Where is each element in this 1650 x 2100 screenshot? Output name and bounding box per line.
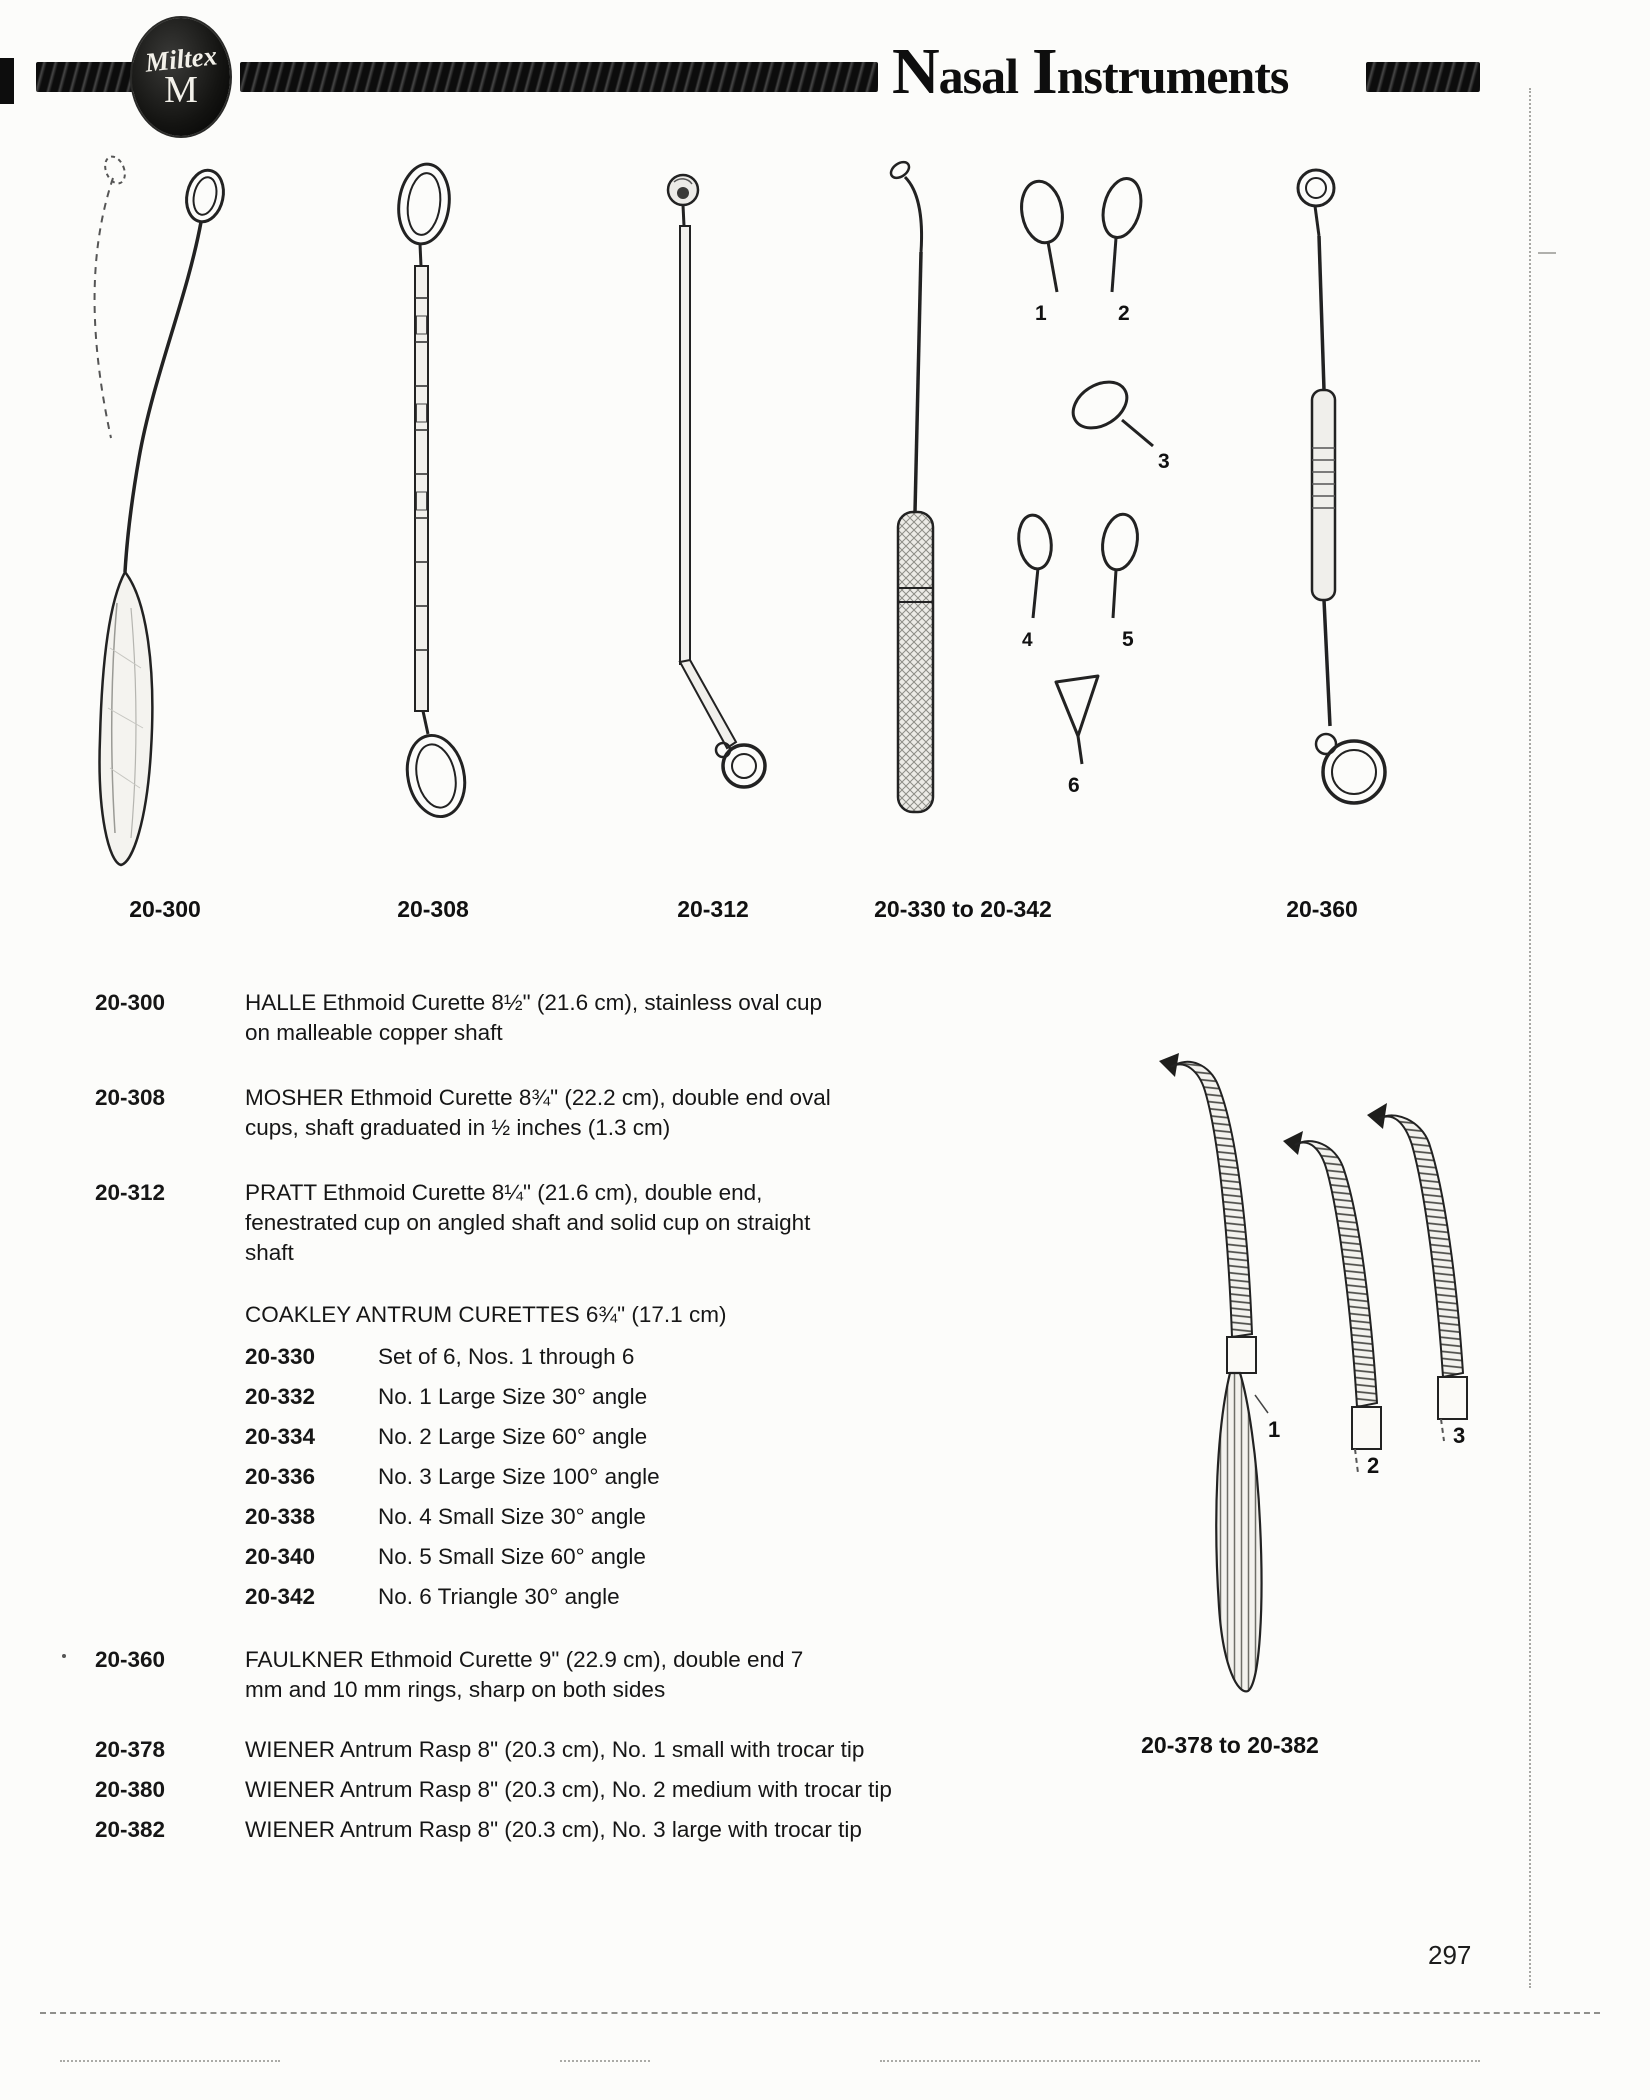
scan-artifact-dots-1 bbox=[60, 2060, 280, 2062]
wiener-rasps-illustration bbox=[1105, 1045, 1545, 1710]
catalog-code: 20-382 bbox=[95, 1817, 166, 1842]
catalog-code: 20-332 bbox=[245, 1384, 316, 1409]
catalog-code: 20-342 bbox=[245, 1584, 316, 1609]
catalog-code: 20-330 bbox=[245, 1344, 316, 1369]
catalog-code: 20-300 bbox=[95, 990, 166, 1015]
halle-curette-illustration bbox=[55, 148, 275, 878]
rasp-label-2: 2 bbox=[1367, 1453, 1380, 1478]
coakley-tip-label-2: 2 bbox=[1118, 302, 1130, 325]
scan-artifact-dots-2 bbox=[560, 2060, 650, 2062]
catalog-desc: No. 2 Large Size 60° angle bbox=[378, 1424, 648, 1449]
catalog-desc: No. 3 Large Size 100° angle bbox=[378, 1464, 660, 1489]
catalog-code: 20-338 bbox=[245, 1504, 316, 1529]
pratt-curette-illustration bbox=[630, 148, 800, 868]
faulkner-curette-illustration bbox=[1240, 148, 1410, 868]
figure-caption-20-378-382: 20-378 to 20-382 bbox=[1141, 1732, 1319, 1758]
catalog-code: 20-380 bbox=[95, 1777, 166, 1802]
coakley-set-illustration bbox=[870, 150, 1210, 870]
rasp-label-1: 1 bbox=[1268, 1417, 1281, 1442]
catalog-desc: PRATT Ethmoid Curette 8¼" (21.6 cm), double end, fenestrated cup on angled shaft and solid cup on straight shaft bbox=[245, 1180, 811, 1265]
catalog-desc: No. 1 Large Size 30° angle bbox=[378, 1384, 648, 1409]
page-title-word-1: Nasal bbox=[892, 35, 1019, 108]
figure-halle-curette bbox=[55, 148, 275, 878]
catalog-code: 20-378 bbox=[95, 1737, 166, 1762]
figure-caption-20-300: 20-300 bbox=[129, 896, 201, 922]
catalog-desc: WIENER Antrum Rasp 8" (20.3 cm), No. 3 large with trocar tip bbox=[245, 1817, 862, 1842]
figure-mosher-curette bbox=[360, 146, 510, 876]
figure-wiener-rasps bbox=[1105, 1045, 1545, 1710]
catalog-desc: No. 6 Triangle 30° angle bbox=[378, 1584, 620, 1609]
coakley-group-header: COAKLEY ANTRUM CURETTES 6¾" (17.1 cm) bbox=[245, 1302, 727, 1327]
figure-pratt-curette bbox=[630, 148, 800, 868]
catalog-desc: No. 4 Small Size 30° angle bbox=[378, 1504, 646, 1529]
coakley-tip-label-6: 6 bbox=[1068, 774, 1080, 797]
header-bar-right bbox=[1366, 62, 1480, 92]
catalog-code: 20-334 bbox=[245, 1424, 316, 1449]
miltex-logo bbox=[132, 18, 230, 136]
catalog-code: 20-312 bbox=[95, 1180, 166, 1205]
catalog-desc: HALLE Ethmoid Curette 8½" (21.6 cm), stainless oval cup on malleable copper shaft bbox=[245, 990, 823, 1045]
catalog-desc: WIENER Antrum Rasp 8" (20.3 cm), No. 1 small with trocar tip bbox=[245, 1737, 865, 1762]
scan-artifact-edge bbox=[0, 58, 14, 104]
catalog-desc: MOSHER Ethmoid Curette 8¾" (22.2 cm), double end oval cups, shaft graduated in ½ inches (1.3 cm) bbox=[245, 1085, 831, 1140]
figure-coakley-set bbox=[870, 150, 1210, 870]
header-bar-left bbox=[36, 62, 134, 92]
figure-caption-20-360: 20-360 bbox=[1286, 896, 1358, 922]
catalog-desc: No. 5 Small Size 60° angle bbox=[378, 1544, 646, 1569]
catalog-desc: WIENER Antrum Rasp 8" (20.3 cm), No. 2 medium with trocar tip bbox=[245, 1777, 892, 1802]
figure-faulkner-curette bbox=[1240, 148, 1410, 868]
coakley-tip-label-5: 5 bbox=[1122, 628, 1134, 651]
catalog-desc: Set of 6, Nos. 1 through 6 bbox=[378, 1344, 635, 1369]
catalog-code: 20-336 bbox=[245, 1464, 316, 1489]
catalog-desc: FAULKNER Ethmoid Curette 9" (22.9 cm), double end 7 mm and 10 mm rings, sharp on both sides bbox=[245, 1647, 804, 1702]
figure-caption-20-330-342: 20-330 to 20-342 bbox=[874, 896, 1052, 922]
scan-artifact-dot bbox=[62, 1654, 66, 1658]
brand-letter: M bbox=[164, 69, 198, 111]
scan-artifact-right-margin bbox=[1529, 88, 1531, 1988]
page-number: 297 bbox=[1428, 1940, 1472, 1970]
figure-caption-20-308: 20-308 bbox=[397, 896, 469, 922]
scan-artifact-bottom-rule bbox=[40, 2012, 1600, 2014]
scan-artifact-dots-3 bbox=[880, 2060, 1480, 2062]
brand-name: Miltex bbox=[143, 40, 219, 78]
catalog-code: 20-340 bbox=[245, 1544, 316, 1569]
scan-artifact-tick bbox=[1538, 252, 1556, 254]
catalog-code: 20-308 bbox=[95, 1085, 166, 1110]
catalog-code: 20-360 bbox=[95, 1647, 166, 1672]
coakley-tip-label-3: 3 bbox=[1158, 450, 1170, 473]
page-title-word-2: Instruments bbox=[1032, 35, 1289, 108]
coakley-tip-label-1: 1 bbox=[1035, 302, 1047, 325]
rasp-label-3: 3 bbox=[1453, 1423, 1466, 1448]
figure-caption-20-312: 20-312 bbox=[677, 896, 749, 922]
page-title bbox=[892, 34, 1362, 110]
mosher-curette-illustration bbox=[360, 146, 510, 876]
header-bar-middle bbox=[240, 62, 878, 92]
coakley-tip-label-4: 4 bbox=[1022, 630, 1033, 651]
